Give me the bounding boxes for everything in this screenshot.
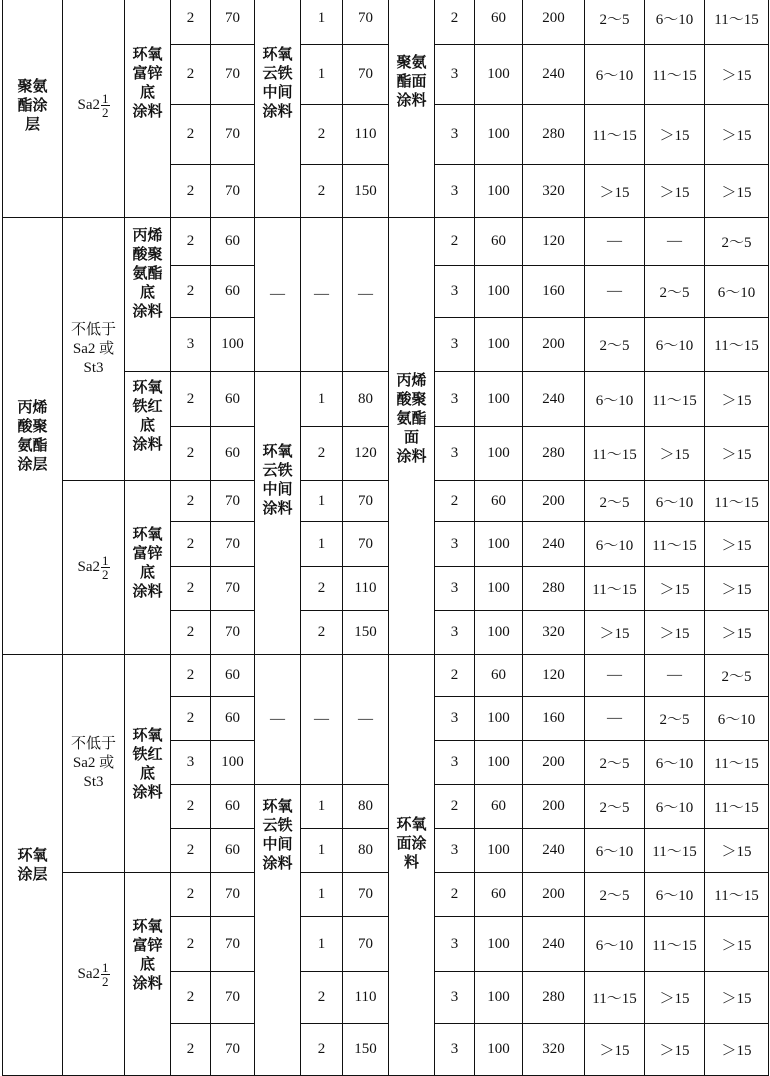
service-life-3: ＞15 xyxy=(705,829,769,873)
service-life-2: — xyxy=(645,218,705,266)
primer-thickness: 100 xyxy=(211,741,255,785)
intermediate-coat-name: 环氧 云铁 中间 涂料 xyxy=(255,785,301,1076)
primer-thickness: 70 xyxy=(211,611,255,655)
intermediate-thickness: 110 xyxy=(343,105,389,165)
service-life-1: — xyxy=(585,266,645,318)
topcoat-thickness: 100 xyxy=(475,972,523,1024)
primer-thickness: 60 xyxy=(211,829,255,873)
primer-thickness: 60 xyxy=(211,427,255,481)
service-life-2: ＞15 xyxy=(645,105,705,165)
topcoat-thickness: 60 xyxy=(475,785,523,829)
service-life-1: 11～15 xyxy=(585,105,645,165)
service-life-1: 2～5 xyxy=(585,0,645,45)
intermediate-passes: 1 xyxy=(301,829,343,873)
topcoat-thickness: 100 xyxy=(475,567,523,611)
topcoat-thickness: 100 xyxy=(475,697,523,741)
total-thickness: 240 xyxy=(523,522,585,567)
topcoat-thickness: 100 xyxy=(475,917,523,972)
intermediate-passes: 1 xyxy=(301,372,343,427)
intermediate-passes: 2 xyxy=(301,165,343,218)
primer-name: 环氧 富锌 底 涂料 xyxy=(125,873,171,1076)
service-life-1: ＞15 xyxy=(585,611,645,655)
service-life-3: ＞15 xyxy=(705,372,769,427)
no-intermediate-dash: — xyxy=(255,655,301,785)
surface-prep-text: 不低于 Sa2 或 St3 xyxy=(63,655,125,873)
total-thickness: 240 xyxy=(523,372,585,427)
service-life-1: 2～5 xyxy=(585,741,645,785)
primer-passes: 2 xyxy=(171,829,211,873)
coating-system-name: 环氧 涂层 xyxy=(3,655,63,1076)
primer-name: 环氧 铁红 底 涂料 xyxy=(125,655,171,873)
service-life-3: ＞15 xyxy=(705,522,769,567)
total-thickness: 160 xyxy=(523,266,585,318)
intermediate-thickness: 70 xyxy=(343,522,389,567)
topcoat-thickness: 100 xyxy=(475,829,523,873)
primer-thickness: 60 xyxy=(211,372,255,427)
topcoat-passes: 3 xyxy=(435,741,475,785)
sa-prefix: Sa2 xyxy=(77,96,100,113)
primer-passes: 2 xyxy=(171,45,211,105)
intermediate-thickness: 70 xyxy=(343,45,389,105)
intermediate-thickness: 70 xyxy=(343,917,389,972)
primer-name: 环氧 富锌 底 涂料 xyxy=(125,481,171,655)
intermediate-thickness: 110 xyxy=(343,972,389,1024)
primer-passes: 2 xyxy=(171,873,211,917)
total-thickness: 280 xyxy=(523,105,585,165)
intermediate-thickness: 80 xyxy=(343,785,389,829)
primer-passes: 2 xyxy=(171,785,211,829)
service-life-1: 2～5 xyxy=(585,318,645,372)
primer-passes: 2 xyxy=(171,372,211,427)
service-life-3: ＞15 xyxy=(705,45,769,105)
fraction-denominator: 2 xyxy=(102,104,109,120)
primer-thickness: 60 xyxy=(211,218,255,266)
intermediate-passes: 1 xyxy=(301,917,343,972)
intermediate-passes: 2 xyxy=(301,972,343,1024)
service-life-2: 6～10 xyxy=(645,0,705,45)
table-row xyxy=(3,873,769,917)
service-life-3: ＞15 xyxy=(705,611,769,655)
service-life-2: ＞15 xyxy=(645,567,705,611)
service-life-2: 11～15 xyxy=(645,45,705,105)
intermediate-passes: 1 xyxy=(301,0,343,45)
primer-thickness: 70 xyxy=(211,0,255,45)
primer-passes: 2 xyxy=(171,427,211,481)
service-life-2: 6～10 xyxy=(645,481,705,522)
topcoat-passes: 2 xyxy=(435,785,475,829)
total-thickness: 240 xyxy=(523,45,585,105)
total-thickness: 320 xyxy=(523,1024,585,1076)
fraction-numerator: 1 xyxy=(102,553,109,568)
topcoat-passes: 3 xyxy=(435,165,475,218)
service-life-2: — xyxy=(645,655,705,697)
service-life-2: 6～10 xyxy=(645,873,705,917)
topcoat-thickness: 60 xyxy=(475,481,523,522)
no-intermediate-thickness-dash: — xyxy=(343,655,389,785)
topcoat-thickness: 100 xyxy=(475,522,523,567)
service-life-3: ＞15 xyxy=(705,427,769,481)
service-life-1: 2～5 xyxy=(585,873,645,917)
intermediate-thickness: 70 xyxy=(343,0,389,45)
topcoat-passes: 3 xyxy=(435,611,475,655)
sa-prefix: Sa2 xyxy=(77,558,100,575)
topcoat-thickness: 100 xyxy=(475,165,523,218)
primer-thickness: 70 xyxy=(211,917,255,972)
primer-thickness: 70 xyxy=(211,567,255,611)
intermediate-passes: 1 xyxy=(301,45,343,105)
intermediate-passes: 1 xyxy=(301,785,343,829)
service-life-2: ＞15 xyxy=(645,611,705,655)
service-life-1: — xyxy=(585,218,645,266)
primer-passes: 2 xyxy=(171,917,211,972)
sa-prefix: Sa2 xyxy=(77,965,100,982)
service-life-1: 11～15 xyxy=(585,427,645,481)
service-life-1: 6～10 xyxy=(585,372,645,427)
service-life-2: ＞15 xyxy=(645,972,705,1024)
topcoat-passes: 3 xyxy=(435,45,475,105)
primer-passes: 2 xyxy=(171,105,211,165)
fraction-numerator: 1 xyxy=(102,90,109,106)
topcoat-thickness: 60 xyxy=(475,655,523,697)
service-life-3: 11～15 xyxy=(705,481,769,522)
topcoat-passes: 3 xyxy=(435,105,475,165)
fraction-denominator: 2 xyxy=(102,567,109,582)
topcoat-name: 聚氨 酯面 涂料 xyxy=(389,0,435,218)
intermediate-thickness: 70 xyxy=(343,481,389,522)
service-life-3: ＞15 xyxy=(705,1024,769,1076)
total-thickness: 240 xyxy=(523,917,585,972)
topcoat-passes: 3 xyxy=(435,697,475,741)
service-life-1: 11～15 xyxy=(585,567,645,611)
primer-thickness: 70 xyxy=(211,522,255,567)
total-thickness: 240 xyxy=(523,829,585,873)
primer-passes: 2 xyxy=(171,567,211,611)
primer-name: 环氧 富锌 底 涂料 xyxy=(125,0,171,218)
intermediate-passes: 2 xyxy=(301,1024,343,1076)
intermediate-thickness: 110 xyxy=(343,567,389,611)
service-life-2: 6～10 xyxy=(645,785,705,829)
service-life-2: ＞15 xyxy=(645,427,705,481)
intermediate-coat-name: 环氧 云铁 中间 涂料 xyxy=(255,372,301,655)
primer-thickness: 100 xyxy=(211,318,255,372)
total-thickness: 200 xyxy=(523,481,585,522)
intermediate-thickness: 70 xyxy=(343,873,389,917)
primer-thickness: 60 xyxy=(211,697,255,741)
fraction-denominator: 2 xyxy=(102,973,109,989)
primer-thickness: 70 xyxy=(211,873,255,917)
topcoat-passes: 2 xyxy=(435,218,475,266)
topcoat-name: 丙烯 酸聚 氨酯 面 涂料 xyxy=(389,218,435,655)
topcoat-passes: 3 xyxy=(435,567,475,611)
intermediate-thickness: 150 xyxy=(343,1024,389,1076)
primer-passes: 2 xyxy=(171,1024,211,1076)
service-life-3: ＞15 xyxy=(705,972,769,1024)
fraction-numerator: 1 xyxy=(102,959,109,975)
service-life-3: ＞15 xyxy=(705,165,769,218)
service-life-3: ＞15 xyxy=(705,917,769,972)
topcoat-thickness: 100 xyxy=(475,611,523,655)
primer-passes: 2 xyxy=(171,266,211,318)
service-life-1: ＞15 xyxy=(585,165,645,218)
service-life-2: 2～5 xyxy=(645,266,705,318)
no-intermediate-passes-dash: — xyxy=(301,655,343,785)
topcoat-thickness: 100 xyxy=(475,105,523,165)
intermediate-passes: 1 xyxy=(301,481,343,522)
primer-name: 丙烯 酸聚 氨酯 底 涂料 xyxy=(125,218,171,372)
primer-passes: 2 xyxy=(171,611,211,655)
topcoat-passes: 3 xyxy=(435,522,475,567)
total-thickness: 280 xyxy=(523,972,585,1024)
service-life-2: ＞15 xyxy=(645,1024,705,1076)
intermediate-thickness: 150 xyxy=(343,611,389,655)
table-row xyxy=(3,481,769,522)
total-thickness: 120 xyxy=(523,655,585,697)
primer-thickness: 70 xyxy=(211,481,255,522)
topcoat-passes: 3 xyxy=(435,1024,475,1076)
intermediate-passes: 2 xyxy=(301,105,343,165)
topcoat-passes: 2 xyxy=(435,873,475,917)
service-life-1: 6～10 xyxy=(585,829,645,873)
service-life-2: 6～10 xyxy=(645,741,705,785)
surface-prep-sa xyxy=(63,481,125,655)
intermediate-thickness: 150 xyxy=(343,165,389,218)
intermediate-thickness: 120 xyxy=(343,427,389,481)
sa-fraction xyxy=(101,554,110,581)
primer-name: 环氧 铁红 底 涂料 xyxy=(125,372,171,481)
topcoat-thickness: 100 xyxy=(475,372,523,427)
intermediate-thickness: 80 xyxy=(343,372,389,427)
surface-prep-sa xyxy=(63,0,125,218)
service-life-3: 11～15 xyxy=(705,318,769,372)
primer-thickness: 60 xyxy=(211,785,255,829)
total-thickness: 200 xyxy=(523,785,585,829)
primer-passes: 2 xyxy=(171,522,211,567)
intermediate-coat-name: 环氧 云铁 中间 涂料 xyxy=(255,0,301,218)
service-life-1: ＞15 xyxy=(585,1024,645,1076)
topcoat-thickness: 100 xyxy=(475,45,523,105)
surface-prep-sa xyxy=(63,873,125,1076)
topcoat-thickness: 100 xyxy=(475,1024,523,1076)
topcoat-thickness: 60 xyxy=(475,873,523,917)
service-life-1: 2～5 xyxy=(585,481,645,522)
topcoat-passes: 3 xyxy=(435,972,475,1024)
total-thickness: 120 xyxy=(523,218,585,266)
primer-thickness: 70 xyxy=(211,972,255,1024)
topcoat-passes: 3 xyxy=(435,266,475,318)
topcoat-thickness: 60 xyxy=(475,0,523,45)
primer-passes: 3 xyxy=(171,318,211,372)
topcoat-passes: 2 xyxy=(435,655,475,697)
service-life-3: 6～10 xyxy=(705,697,769,741)
intermediate-passes: 2 xyxy=(301,427,343,481)
topcoat-passes: 3 xyxy=(435,372,475,427)
service-life-3: 6～10 xyxy=(705,266,769,318)
intermediate-passes: 1 xyxy=(301,873,343,917)
primer-thickness: 60 xyxy=(211,655,255,697)
total-thickness: 160 xyxy=(523,697,585,741)
coating-system-name: 丙烯 酸聚 氨酯 涂层 xyxy=(3,218,63,655)
service-life-2: 11～15 xyxy=(645,372,705,427)
topcoat-passes: 3 xyxy=(435,917,475,972)
topcoat-passes: 2 xyxy=(435,481,475,522)
service-life-2: 11～15 xyxy=(645,522,705,567)
service-life-3: ＞15 xyxy=(705,105,769,165)
no-intermediate-dash: — xyxy=(255,218,301,372)
service-life-2: 6～10 xyxy=(645,318,705,372)
service-life-1: 6～10 xyxy=(585,45,645,105)
intermediate-passes: 1 xyxy=(301,522,343,567)
total-thickness: 200 xyxy=(523,318,585,372)
primer-thickness: 70 xyxy=(211,105,255,165)
service-life-3: 2～5 xyxy=(705,218,769,266)
sa-fraction xyxy=(101,961,110,988)
total-thickness: 200 xyxy=(523,873,585,917)
topcoat-passes: 2 xyxy=(435,0,475,45)
service-life-3: 11～15 xyxy=(705,873,769,917)
topcoat-thickness: 100 xyxy=(475,266,523,318)
primer-passes: 2 xyxy=(171,165,211,218)
topcoat-thickness: 100 xyxy=(475,427,523,481)
primer-passes: 2 xyxy=(171,972,211,1024)
coating-system-name: 聚氨 酯涂 层 xyxy=(3,0,63,218)
service-life-2: 11～15 xyxy=(645,917,705,972)
primer-thickness: 60 xyxy=(211,266,255,318)
service-life-3: 2～5 xyxy=(705,655,769,697)
total-thickness: 200 xyxy=(523,741,585,785)
primer-passes: 3 xyxy=(171,741,211,785)
topcoat-thickness: 100 xyxy=(475,318,523,372)
primer-passes: 2 xyxy=(171,218,211,266)
table-row xyxy=(3,218,769,266)
total-thickness: 280 xyxy=(523,427,585,481)
service-life-3: 11～15 xyxy=(705,741,769,785)
topcoat-name: 环氧 面涂 料 xyxy=(389,655,435,1076)
topcoat-passes: 3 xyxy=(435,318,475,372)
primer-passes: 2 xyxy=(171,655,211,697)
topcoat-passes: 3 xyxy=(435,427,475,481)
total-thickness: 320 xyxy=(523,165,585,218)
service-life-1: — xyxy=(585,655,645,697)
coating-spec-table xyxy=(2,0,769,1076)
topcoat-passes: 3 xyxy=(435,829,475,873)
service-life-3: ＞15 xyxy=(705,567,769,611)
no-intermediate-passes-dash: — xyxy=(301,218,343,372)
intermediate-thickness: 80 xyxy=(343,829,389,873)
service-life-1: 11～15 xyxy=(585,972,645,1024)
topcoat-thickness: 100 xyxy=(475,741,523,785)
primer-thickness: 70 xyxy=(211,165,255,218)
intermediate-passes: 2 xyxy=(301,611,343,655)
service-life-1: 2～5 xyxy=(585,785,645,829)
primer-passes: 2 xyxy=(171,0,211,45)
service-life-2: 2～5 xyxy=(645,697,705,741)
service-life-1: 6～10 xyxy=(585,917,645,972)
service-life-1: 6～10 xyxy=(585,522,645,567)
service-life-2: 11～15 xyxy=(645,829,705,873)
service-life-3: 11～15 xyxy=(705,785,769,829)
sa-fraction xyxy=(101,92,110,119)
service-life-3: 11～15 xyxy=(705,0,769,45)
primer-thickness: 70 xyxy=(211,1024,255,1076)
total-thickness: 200 xyxy=(523,0,585,45)
table-row xyxy=(3,655,769,697)
coating-spec-table-wrapper xyxy=(2,0,769,1076)
primer-thickness: 70 xyxy=(211,45,255,105)
surface-prep-text: 不低于 Sa2 或 St3 xyxy=(63,218,125,481)
no-intermediate-thickness-dash: — xyxy=(343,218,389,372)
primer-passes: 2 xyxy=(171,481,211,522)
total-thickness: 320 xyxy=(523,611,585,655)
service-life-2: ＞15 xyxy=(645,165,705,218)
table-row xyxy=(3,0,769,45)
total-thickness: 280 xyxy=(523,567,585,611)
primer-passes: 2 xyxy=(171,697,211,741)
service-life-1: — xyxy=(585,697,645,741)
topcoat-thickness: 60 xyxy=(475,218,523,266)
intermediate-passes: 2 xyxy=(301,567,343,611)
